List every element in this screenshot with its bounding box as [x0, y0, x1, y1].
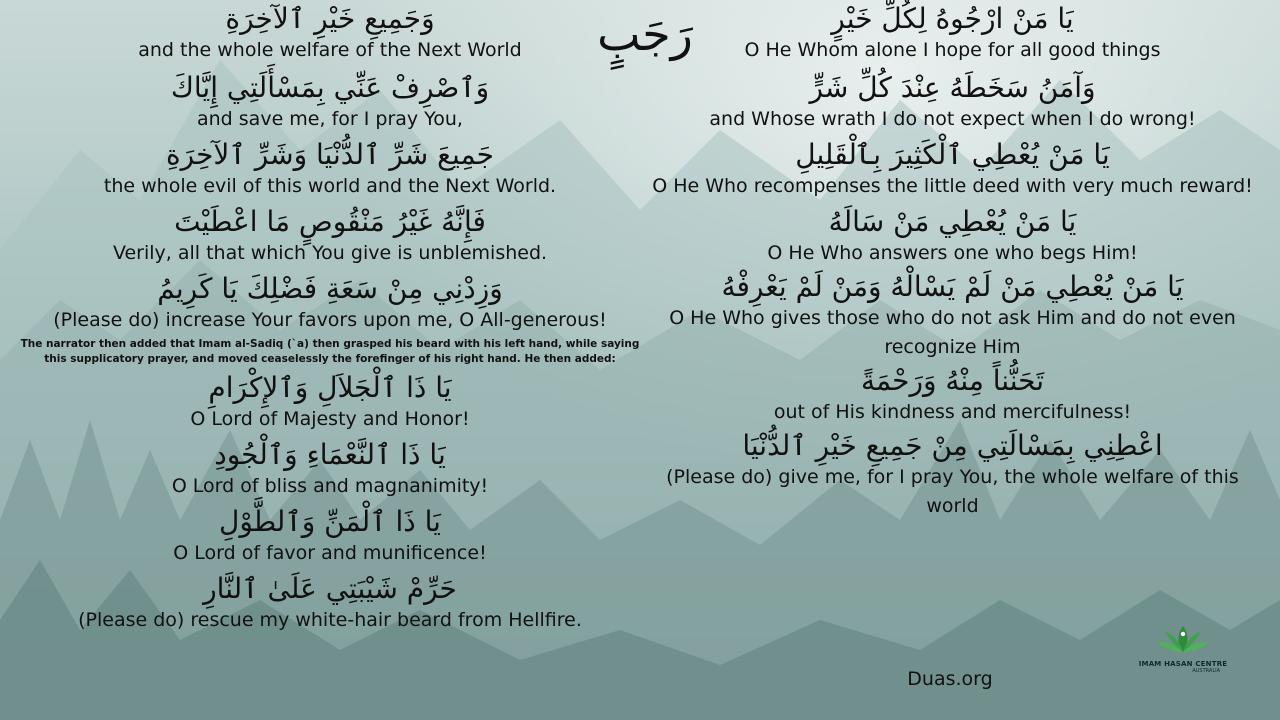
translation-line: out of His kindness and mercifulness!	[773, 401, 1132, 423]
verse-block	[650, 270, 1255, 362]
verse-block	[10, 572, 650, 635]
translation-line: O He Who answers one who begs Him!	[767, 242, 1138, 264]
site-url: Duas.org	[907, 668, 993, 690]
verse-block	[650, 2, 1255, 65]
verse-block	[10, 138, 650, 201]
right-column	[650, 0, 1255, 521]
arabic-line: يَا مَنْ يُعْطِي مَنْ سَالَهُ	[828, 205, 1077, 238]
translation-line: and the whole welfare of the Next World	[138, 39, 522, 61]
arabic-line: وَجَمِيعِ خَيْرِ ٱلآخِرَةِ	[225, 2, 435, 35]
logo-subtitle: AUSTRALIA	[1192, 668, 1220, 674]
arabic-line: وَآمَنُ سَخَطَهُ عِنْدَ كُلِّ شَرٍّ	[809, 71, 1096, 104]
verse-block	[650, 364, 1255, 427]
arabic-line: يَا ذَا ٱلْمَنِّ وَٱلطَّوْلِ	[219, 505, 441, 538]
arabic-line: فَإِنَّهُ غَيْرُ مَنْقُوصٍ مَا اعْطَيْتَ	[174, 205, 486, 238]
arabic-line: يَا مَنْ ارْجُوهُ لِكُلِّ خَيْرٍ	[831, 2, 1074, 35]
left-column	[10, 0, 650, 635]
verse-block	[10, 2, 650, 65]
verse-block	[650, 205, 1255, 268]
translation-line: O Lord of bliss and magnanimity!	[171, 475, 489, 497]
verse-block	[10, 205, 650, 268]
verse-block	[10, 505, 650, 568]
arabic-line: يَا ذَا ٱلْجَلاَلِ وَٱلإِكْرَامِ	[208, 371, 452, 404]
arabic-line: تَحَنُّناً مِنْهُ وَرَحْمَةً	[860, 364, 1045, 397]
arabic-line: وَٱصْرِفْ عَنِّي بِمَسْأَلَتِي إِيَّاكَ	[170, 71, 490, 104]
translation-line: O He Whom alone I hope for all good things	[744, 39, 1161, 61]
arabic-line: يَا مَنْ يُعْطِي مَنْ لَمْ يَسْالْهُ وَمَنْ لَمْ يَعْرِفْهُ	[721, 270, 1184, 303]
translation-line: and Whose wrath I do not expect when I do wrong!	[709, 108, 1196, 130]
imam-hasan-centre-logo	[1128, 622, 1238, 682]
arabic-line: يَا ذَا ٱلنَّعْمَاءِ وَٱلْجُودِ	[214, 438, 446, 471]
translation-line: and save me, for I pray You,	[197, 108, 463, 130]
translation-line: (Please do) increase Your favors upon me, O All-generous!	[53, 309, 607, 331]
translation-line: O He Who gives those who do not ask Him and do not even recognize Him	[669, 307, 1236, 358]
translation-line: O Lord of Majesty and Honor!	[190, 408, 470, 430]
arabic-line: جَمِيعَ شَرِّ ٱلدُّنْيَا وَشَرِّ ٱلآخِرَةِ	[165, 138, 494, 171]
translation-line: O Lord of favor and munificence!	[173, 542, 487, 564]
translation-line: the whole evil of this world and the Next World.	[103, 175, 557, 197]
verse-block	[10, 371, 650, 434]
translation-line: (Please do) rescue my white-hair beard from Hellfire.	[78, 609, 582, 631]
logo-name: IMAM HASAN CENTRE	[1138, 660, 1228, 668]
translation-line: Verily, all that which You give is unblemished.	[112, 242, 548, 264]
lotus-icon	[1153, 622, 1213, 656]
page-title: رَجَبٍ	[597, 7, 693, 61]
translation-line: O He Who recompenses the little deed with very much reward!	[652, 175, 1253, 197]
arabic-line: حَرِّمْ شَيْبَتِي عَلَىٰ ٱلنَّارِ	[203, 572, 457, 605]
verse-block	[10, 438, 650, 501]
verse-block	[650, 138, 1255, 201]
arabic-line: وَزِدْنِي مِنْ سَعَةِ فَضْلِكَ يَا كَرِيمُ	[157, 272, 503, 305]
translation-line: (Please do) give me, for I pray You, the whole welfare of this world	[666, 466, 1239, 517]
arabic-line: يَا مَنْ يُعْطِي ٱلْكَثِيرَ بِٱلْقَلِيلِ	[795, 138, 1110, 171]
verse-block	[650, 429, 1255, 521]
narrator-note: The narrator then added that Imam al-Sadiq (`a) then grasped his beard with his left hand, while saying this supplicatory prayer, and moved ceaselessly the forefinger of his right hand. He then added:	[20, 338, 640, 365]
verse-block	[10, 272, 650, 335]
arabic-line: اعْطِنِي بِمَسْالَتِي مِنْ جَمِيعِ خَيْرِ ٱلدُّنْيَا	[742, 429, 1163, 462]
verse-block	[650, 71, 1255, 134]
verse-block	[10, 71, 650, 134]
